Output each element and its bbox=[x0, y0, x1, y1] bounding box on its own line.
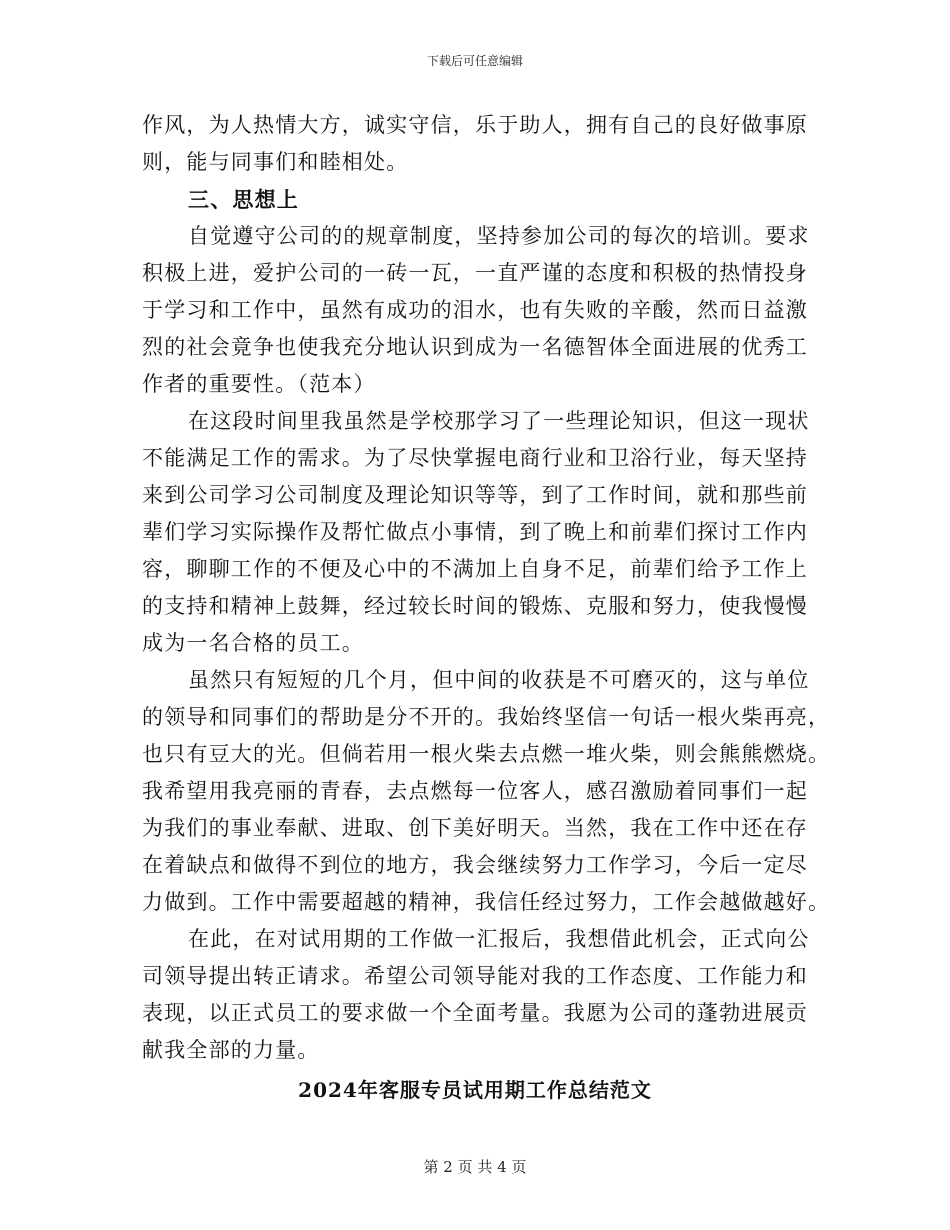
body-line: 则，能与同事们和睦相处。 bbox=[142, 150, 409, 174]
body-line: 自觉遵守公司的的规章制度，坚持参加公司的每次的培训。要求 bbox=[188, 224, 810, 248]
body-line: 在此，在对试用期的工作做一汇报后，我想借此机会，正式向公 bbox=[188, 927, 810, 951]
body-line: 于学习和工作中，虽然有成功的泪水，也有失败的辛酸，然而日益激 bbox=[142, 298, 808, 322]
body-line: 作者的重要性。（范本） bbox=[142, 372, 376, 396]
body-line: 我希望用我亮丽的青春，去点燃每一位客人，感召激励着同事们一起 bbox=[142, 779, 808, 803]
body-line: 的支持和精神上鼓舞，经过较长时间的锻炼、克服和努力，使我慢慢 bbox=[142, 594, 808, 618]
body-line: 献我全部的力量。 bbox=[142, 1038, 320, 1062]
body-line: 辈们学习实际操作及帮忙做点小事情，到了晚上和前辈们探讨工作内 bbox=[142, 520, 808, 544]
body-line: 烈的社会竟争也使我充分地认识到成为一名德智体全面进展的优秀工 bbox=[142, 335, 808, 359]
page-number: 第 2 页 共 4 页 bbox=[423, 1158, 527, 1176]
body-line: 也只有豆大的光。但倘若用一根火柴去点燃一堆火柴，则会熊熊燃烧。 bbox=[142, 742, 831, 766]
body-line: 不能满足工作的需求。为了尽快掌握电商行业和卫浴行业，每天坚持 bbox=[142, 446, 808, 470]
body-line: 来到公司学习公司制度及理论知识等等，到了工作时间，就和那些前 bbox=[142, 483, 808, 507]
body-line: 成为一名合格的员工。 bbox=[142, 631, 364, 655]
body-line: 的领导和同事们的帮助是分不开的。我始终坚信一句话一根火柴再亮， bbox=[142, 705, 831, 729]
body-line: 积极上进，爱护公司的一砖一瓦，一直严谨的态度和积极的热情投身 bbox=[142, 261, 808, 285]
body-line: 为我们的事业奉献、进取、创下美好明天。当然，我在工作中还在存 bbox=[142, 816, 808, 840]
body-line: 在着缺点和做得不到位的地方，我会继续努力工作学习，今后一定尽 bbox=[142, 853, 808, 877]
body-line: 力做到。工作中需要超越的精神，我信任经过努力，工作会越做越好。 bbox=[142, 890, 831, 914]
document-title: 2024年客服专员试用期工作总结范文 bbox=[298, 1078, 652, 1102]
section-heading: 三、思想上 bbox=[188, 187, 299, 212]
body-line: 司领导提出转正请求。希望公司领导能对我的工作态度、工作能力和 bbox=[142, 964, 808, 988]
body-line: 容，聊聊工作的不便及心中的不满加上自身不足，前辈们给予工作上 bbox=[142, 557, 808, 581]
body-line: 在这段时间里我虽然是学校那学习了一些理论知识，但这一现状 bbox=[188, 409, 810, 433]
body-line: 作风，为人热情大方，诚实守信，乐于助人，拥有自己的良好做事原 bbox=[142, 113, 808, 137]
body-line: 表现，以正式员工的要求做一个全面考量。我愿为公司的蓬勃进展贡 bbox=[142, 1001, 808, 1025]
document-body bbox=[142, 107, 831, 1069]
body-line: 虽然只有短短的几个月，但中间的收获是不可磨灭的，这与单位 bbox=[188, 668, 810, 692]
page-header: 下载后可任意编辑 bbox=[426, 54, 523, 68]
